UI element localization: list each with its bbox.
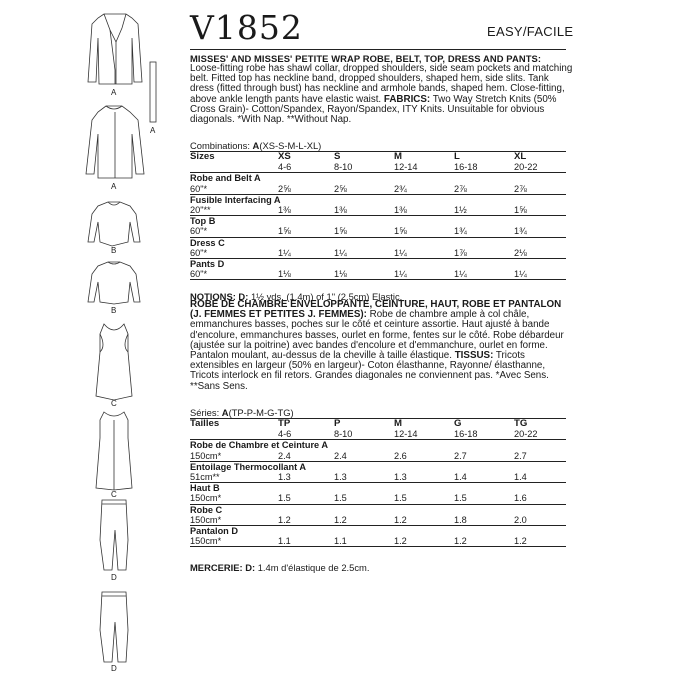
figure-label: C — [111, 399, 117, 408]
french-yardage-table — [190, 418, 566, 547]
difficulty-label: EASY/FACILE — [487, 24, 574, 39]
series-line: Séries: A(TP-P-M-G-TG) — [190, 407, 294, 418]
figure-label: A — [111, 88, 117, 97]
table-row: 51cm** 1.3 1.3 1.3 1.4 1.4 — [190, 472, 566, 483]
table-row: Robe and Belt A — [190, 173, 261, 184]
table-row: 60"* 1¼ 1¼ 1¼ 1⅞ 2⅛ — [190, 248, 566, 259]
top-b-back-drawing — [88, 262, 140, 304]
english-title: MISSES' AND MISSES' PETITE WRAP ROBE, BELT, TOP, DRESS AND PANTS: — [190, 53, 542, 64]
pants-d-front-drawing — [100, 500, 128, 570]
table-row: 150cm* 1.2 1.2 1.2 1.8 2.0 — [190, 515, 566, 526]
table-row: 150cm* 1.1 1.1 1.2 1.2 1.2 — [190, 536, 566, 547]
fabrics-label: FABRICS: — [383, 93, 431, 105]
table-row: Haut B — [190, 483, 220, 494]
english-yardage-table — [190, 151, 566, 280]
french-description: ROBE DE CHAMBRE ENVELOPPANTE, CEINTURE, HAUT, ROBE ET PANTALON (J. FEMMES ET PETITES J. FEMMES): Robe de chambre ample à col châle, emmanchures basses, poches sur le côté et ceinture assortie. Haut ajusté à bande d'encolure, emmanchures basses, ourlet en forme, fentes sur le côté. Robe débardeur (ajustée sur la poitrine) avec bandes d'encolure et d'emmanchure, ourlet en forme. Pantalon moulant, au-dessus de la cheville à taille élastique. TISSUS: Tricots extensibles en largeur (50% en largeur)- Coton élasthanne, Rayonne/ élasthanne, Tricots interlock en fil retors. Grandes diagonales ne conviennent pas. *Avec Sens. **Sans Sens. — [190, 299, 564, 392]
table-row: Entoilage Thermocollant A — [190, 461, 307, 472]
table-numbers-row: 4-6 8-10 12-14 16-18 20-22 — [190, 162, 566, 173]
table-numbers-row: 4-6 8-10 12-14 16-18 20-22 — [190, 429, 566, 440]
figure-label: B — [111, 306, 117, 315]
header-divider — [190, 49, 566, 50]
figure-label: C — [111, 490, 117, 499]
top-b-front-drawing — [88, 202, 140, 246]
table-row: Dress C — [190, 237, 225, 248]
french-title: ROBE DE CHAMBRE ENVELOPPANTE, CEINTURE, HAUT, ROBE ET PANTALON (J. FEMMES ET PETITES J. FEMMES): — [190, 299, 562, 321]
table-row: Robe de Chambre et Ceinture A — [190, 440, 329, 451]
english-description: Loose-fitting robe has shawl collar, dropped shoulders, side seam pockets and matching belt. Fitted top has neckline band, dropped shoulders, shaped hem, side slits. Tank dress (fitted through bust) has neckline and armhole bands, shaped hem. Close-fitting, above ankle length pants have elastic waist. FABRICS: Two Way Stretch Knits (50% Cross Grain)- Cotton/Spandex, Rayon/Spandex, ITY Knits. Unsuitable for obvious diagonals. *With Nap. **Without Nap. — [190, 63, 573, 126]
table-row: Pants D — [190, 259, 225, 270]
figure-label: A — [150, 126, 156, 135]
figure-label: D — [111, 573, 117, 582]
table-row: Top B — [190, 216, 216, 227]
table-header-row: Tailles TP P M G TG — [190, 419, 566, 430]
table-row: 150cm* 1.5 1.5 1.5 1.5 1.6 — [190, 493, 566, 504]
figure-label: D — [111, 664, 117, 673]
pants-d-back-drawing — [100, 592, 128, 662]
technical-drawings — [70, 0, 180, 680]
table-row: 20"** 1⅜ 1⅜ 1⅜ 1½ 1⅝ — [190, 205, 566, 216]
dress-c-back-drawing — [96, 412, 132, 490]
robe-a-front-drawing — [88, 14, 142, 84]
table-row: 60"* 1⅝ 1⅝ 1⅝ 1¾ 1¾ — [190, 226, 566, 237]
table-row: Robe C — [190, 504, 223, 515]
notions-line: NOTIONS: D: 1½ yds. (1.4m) of 1" (2.5cm) Elastic. — [190, 291, 403, 302]
pattern-number: V1852 — [190, 8, 303, 47]
table-row: Fusible Interfacing A — [190, 194, 281, 205]
dress-c-front-drawing — [96, 324, 132, 400]
robe-a-back-drawing — [86, 106, 144, 178]
combinations-line: Combinations: A(XS-S-M-L-XL) — [190, 140, 322, 151]
mercerie-line: MERCERIE: D: 1.4m d'élastique de 2.5cm. — [190, 562, 370, 573]
belt-a-drawing — [150, 62, 156, 122]
table-row: Pantalon D — [190, 526, 238, 537]
tissus-label: TISSUS: — [454, 350, 494, 362]
table-row: 60"* 1⅛ 1⅛ 1¼ 1¼ 1¼ — [190, 269, 566, 280]
figure-label: B — [111, 246, 117, 255]
figure-label: A — [111, 182, 117, 191]
table-header-row: Sizes XS S M L XL — [190, 152, 566, 163]
table-row: 60"* 2⅝ 2⅝ 2¾ 2⅞ 2⅞ — [190, 184, 566, 195]
table-row: 150cm* 2.4 2.4 2.6 2.7 2.7 — [190, 451, 566, 462]
